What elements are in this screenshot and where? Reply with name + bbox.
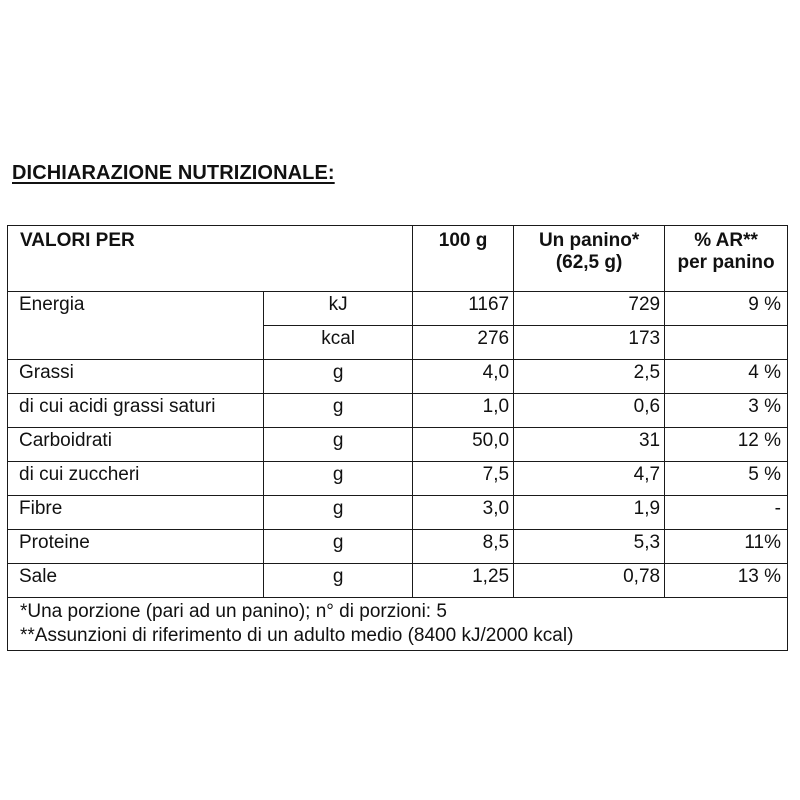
row-value-per-serving: 0,78: [514, 564, 665, 598]
footnote-reference: **Assunzioni di riferimento di un adulto medio (8400 kJ/2000 kcal): [20, 624, 574, 646]
row-label: di cui zuccheri: [8, 462, 264, 496]
header-per-serving-line1: Un panino*: [538, 230, 640, 251]
row-value-ar: 13 %: [665, 564, 788, 598]
header-ar-line1: % AR**: [694, 230, 758, 251]
row-unit: g: [264, 530, 413, 564]
row-label: Carboidrati: [8, 428, 264, 462]
row-unit: g: [264, 360, 413, 394]
table-row-grassi-saturi: [8, 394, 788, 428]
row-value-per-serving: 1,9: [514, 496, 665, 530]
page-title: DICHIARAZIONE NUTRIZIONALE:: [12, 162, 335, 184]
row-unit: g: [264, 496, 413, 530]
row-value-per-serving: 31: [514, 428, 665, 462]
table-row-grassi: [8, 360, 788, 394]
row-value-per-serving: 2,5: [514, 360, 665, 394]
table-row-fibre: [8, 496, 788, 530]
row-value-ar: -: [665, 496, 788, 530]
table-row-carboidrati: [8, 428, 788, 462]
row-value-per-100g: 276: [413, 326, 514, 360]
row-value-per-100g: 7,5: [413, 462, 514, 496]
row-value-per-serving: 5,3: [514, 530, 665, 564]
row-value-per-serving: 4,7: [514, 462, 665, 496]
row-value-ar: 4 %: [665, 360, 788, 394]
header-ar-line2: per panino: [677, 251, 775, 273]
row-label: Grassi: [8, 360, 264, 394]
header-valori-per-label: VALORI PER: [20, 230, 135, 251]
row-value-per-100g: 4,0: [413, 360, 514, 394]
table-footnotes-row: [8, 598, 788, 651]
nutrition-table: [7, 225, 788, 651]
row-unit: g: [264, 428, 413, 462]
header-ar-percent: [665, 226, 788, 292]
row-value-per-100g: 1,0: [413, 394, 514, 428]
row-value-ar: 11%: [665, 530, 788, 564]
header-per-serving-line2: (62,5 g): [555, 251, 623, 273]
footnote-serving: *Una porzione (pari ad un panino); n° di porzioni: 5: [20, 601, 447, 622]
row-unit: kJ: [264, 292, 413, 326]
footnotes: [8, 598, 788, 651]
row-value-per-100g: 1167: [413, 292, 514, 326]
row-value-ar: 3 %: [665, 394, 788, 428]
row-unit: kcal: [264, 326, 413, 360]
row-value-ar: 5 %: [665, 462, 788, 496]
row-value-ar: [665, 326, 788, 360]
row-value-per-serving: 0,6: [514, 394, 665, 428]
table-header-row: [8, 226, 788, 292]
table-row-proteine: [8, 530, 788, 564]
row-value-per-100g: 3,0: [413, 496, 514, 530]
header-valori-per: [8, 226, 413, 292]
row-value-per-100g: 1,25: [413, 564, 514, 598]
header-per-serving: [514, 226, 665, 292]
row-label: di cui acidi grassi saturi: [8, 394, 264, 428]
row-value-per-serving: 173: [514, 326, 665, 360]
table-row-zuccheri: [8, 462, 788, 496]
table-row-sale: [8, 564, 788, 598]
row-value-per-100g: 8,5: [413, 530, 514, 564]
header-per-100g-label: 100 g: [438, 230, 488, 251]
row-label-energia: Energia: [8, 292, 264, 360]
row-label: Fibre: [8, 496, 264, 530]
row-unit: g: [264, 462, 413, 496]
row-value-per-100g: 50,0: [413, 428, 514, 462]
table-row-energia-kj: [8, 292, 788, 326]
header-per-100g: [413, 226, 514, 292]
row-value-ar: 12 %: [665, 428, 788, 462]
row-label: Proteine: [8, 530, 264, 564]
row-unit: g: [264, 564, 413, 598]
row-value-ar: 9 %: [665, 292, 788, 326]
row-label: Sale: [8, 564, 264, 598]
row-unit: g: [264, 394, 413, 428]
row-value-per-serving: 729: [514, 292, 665, 326]
